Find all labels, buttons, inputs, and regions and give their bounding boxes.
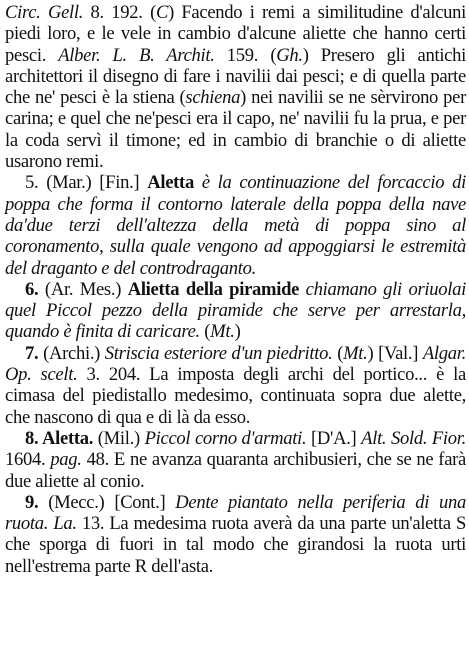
entry-text-segment: ) [Val.] <box>367 342 423 364</box>
entry-text-segment: 1604. <box>5 449 51 471</box>
entry-text-segment: (Archi.) <box>38 342 105 364</box>
entry-text-segment: pag. <box>50 449 82 471</box>
entry-text-segment: 8. Aletta. <box>25 427 94 449</box>
entry-text-segment: [D'A.] <box>306 427 362 449</box>
entry-text-segment: Piccol corno d'armati. <box>144 427 307 449</box>
entry-list <box>5 2 466 577</box>
entry-text-segment: 159. ( <box>214 44 277 66</box>
entry-text-segment: Alber. L. B. Archit. <box>58 44 215 66</box>
entry-text-segment: ) <box>234 321 241 343</box>
entry-text-segment: ) Facendo i remi a similitudine d'alcuni piedi loro, e le vele in cambio d'alcune aliette che hanno certi pesci. <box>5 2 467 66</box>
entry-text-segment: (Mil.) <box>93 427 145 449</box>
entry-text-segment: Dente piantato nella periferia di una ruota. <box>5 491 466 535</box>
entry-text-segment: Mt. <box>210 321 235 343</box>
entry-text-segment: Alietta della piramide <box>127 278 300 300</box>
entry-text-segment: (Mecc.) [Cont.] <box>38 491 176 513</box>
entry-text-segment: 9. <box>25 491 39 513</box>
dictionary-entry <box>5 279 466 343</box>
dictionary-entry <box>5 492 466 577</box>
entry-text-segment: 13. La medesima ruota averà da una parte un'aletta S che sporga di fuori in tal modo che girandosi la ruota urti nell'estrema parte R dell'asta. <box>5 513 466 577</box>
entry-text-segment: schiena <box>185 87 241 109</box>
dictionary-entry <box>5 172 466 278</box>
entry-text-segment: (Ar. Mes.) <box>38 278 128 300</box>
entry-text-segment: ( <box>199 321 211 343</box>
entry-text-segment: Aletta <box>147 172 194 194</box>
entry-text-segment: Circ. Gell. <box>5 2 84 23</box>
entry-text-segment: Gh. <box>276 44 303 66</box>
entry-text-segment: 5. (Mar.) [Fin.] <box>25 172 148 194</box>
entry-text-segment: ( <box>332 342 344 364</box>
entry-text-segment: ) Presero gli antichi architettori il disegno di fare i navilii dai pesci; e di quella parte che ne' pesci è la stiena ( <box>5 44 466 109</box>
dictionary-entry <box>5 343 466 428</box>
entry-text-segment: C <box>155 2 169 23</box>
entry-text-segment: è la continuazione del forcaccio di poppa che forma il contorno laterale della poppa della nave da'due terzi dell'altezza della metà di poppa sino al coronamento, sulla quale vengono ad appoggiarsi le estremità del draganto e del controdraganto. <box>5 172 466 279</box>
entry-text-segment: Algar. Op. scelt. <box>5 342 467 386</box>
dictionary-entry <box>5 2 466 172</box>
entry-text-segment: 8. 192. ( <box>83 2 156 23</box>
entry-text-segment: 7. <box>25 342 39 364</box>
entry-text-segment: chiamano gli oriuolai quel Piccol pezzo della piramide che serve per arrestarla, quando è finita di caricare. <box>5 278 466 343</box>
entry-text-segment: Mt. <box>343 342 368 364</box>
entry-text-segment: Striscia esteriore d'un piedritto. <box>104 342 333 364</box>
entry-text-segment: 3. 204. La imposta degli archi del portico... è la cimasa del piedistallo medesimo, continuata sopra due alette, che nascono di qua e di là da esso. <box>5 364 466 428</box>
dictionary-entry <box>5 428 466 492</box>
entry-text-segment: ) nei navilii se ne sèrvirono per carina; e quel che ne'pesci era il capo, ne' navilii fu la prua, e per la coda servì il timone; ed in cambio di branchie o di aliette usarono remi. <box>5 87 466 173</box>
entry-text-segment: Alt. Sold. Fior. <box>361 427 466 449</box>
entry-text-segment: 48. E ne avanza quaranta archibusieri, che se ne farà due aliette al conio. <box>5 449 466 492</box>
entry-text-segment: La. <box>53 513 77 535</box>
entry-text-segment: 6. <box>25 278 39 300</box>
